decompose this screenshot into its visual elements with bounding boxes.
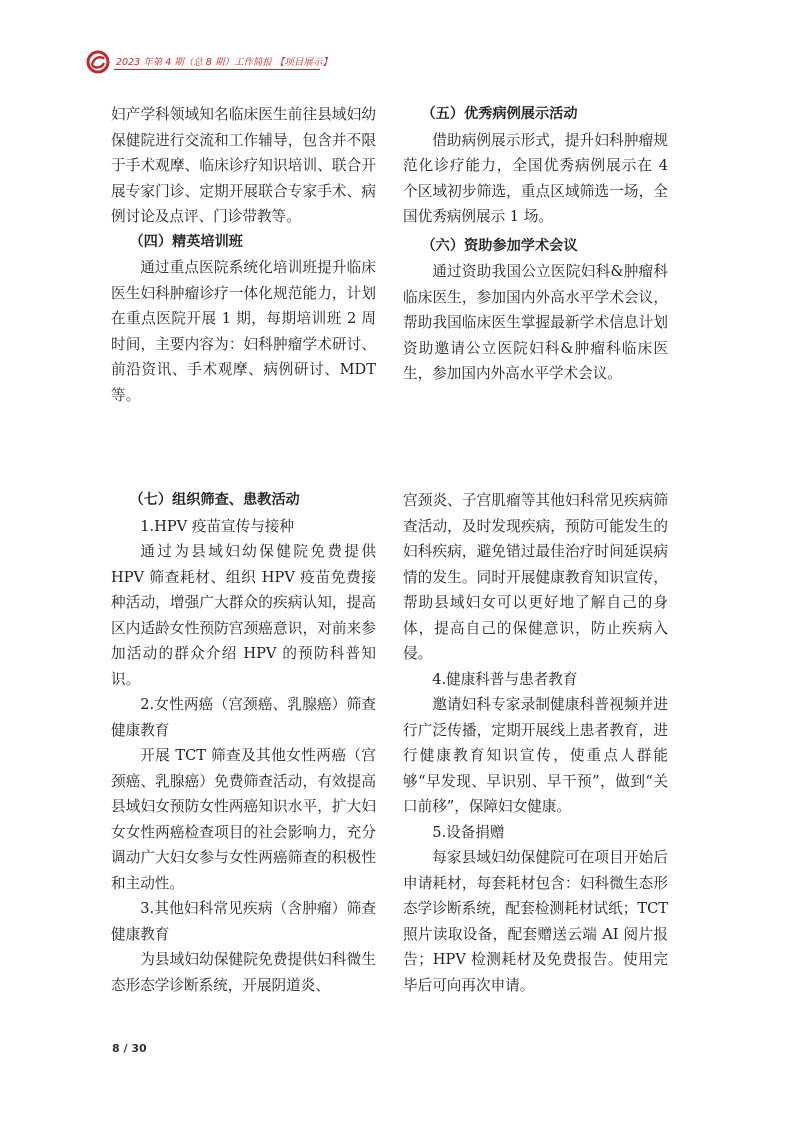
- page-number: 8 / 30: [112, 1042, 147, 1055]
- subheading: 1.HPV 疫苗宣传与接种: [140, 517, 294, 535]
- paragraph: 邀请妇科专家录制健康科普视频并进行广泛传播，定期开展线上患者教育，进行健康教育知识宣传，使重点人群能够“早发现、早识别、早干预”，做到“关口前移”，保障妇女健康。: [403, 696, 668, 815]
- header-divider: [114, 69, 320, 70]
- subheading: 5.设备捐赠: [432, 823, 505, 841]
- organization-logo-icon: [86, 50, 110, 74]
- column-bottom-right: [403, 488, 668, 998]
- paragraph: 开展 TCT 筛查及其他女性两癌（宫颈癌、乳腺癌）免费筛查活动，有效提高县域妇女预防女性两癌知识水平，扩大妇女女性两癌检查项目的社会影响力，充分调动广大妇女参与女性两癌筛查的积极性和主动性。: [111, 747, 376, 892]
- column-top-right: [403, 102, 668, 387]
- section-heading: （六）资助参加学术会议: [421, 237, 578, 254]
- subheading: 4.健康科普与患者教育: [432, 670, 578, 688]
- subheading: 2.女性两癌（宫颈癌、乳腺癌）筛查健康教育: [111, 696, 376, 739]
- section-heading: （五）优秀病例展示活动: [421, 106, 578, 122]
- column-bottom-left: [111, 488, 376, 998]
- header-title: 2023 年第 4 期（总 8 期）工作简报 【项目展示】: [116, 57, 332, 68]
- column-top-left: [111, 102, 376, 408]
- paragraph: 宫颈炎、子宫肌瘤等其他妇科常见疾病筛查活动，及时发现疾病，预防可能发生的妇科疾病，避免错过最佳治疗时间延误病情的发生。同时开展健康教育知识宣传，帮助县域妇女可以更好地了解自己的身体，提高自己的保健意识，防止疾病入侵。: [403, 492, 668, 662]
- section-heading: （四）精英培训班: [129, 233, 243, 250]
- paragraph: 通过资助我国公立医院妇科&肿瘤科临床医生，参加国内外高水平学术会议，帮助我国临床医生掌握最新学术信息计划资助邀请公立医院妇科&肿瘤科临床医生，参加国内外高水平学术会议。: [403, 263, 668, 382]
- page-header: [86, 50, 332, 74]
- paragraph: 通过重点医院系统化培训班提升临床医生妇科肿瘤诊疗一体化规范能力，计划在重点医院开展 1 期，每期培训班 2 周时间，主要内容为：妇科肿瘤学术研讨、前沿资讯、手术观摩、病例研讨、MDT 等。: [111, 259, 376, 404]
- section-heading: （七）组织筛查、患教活动: [129, 492, 300, 508]
- paragraph: 妇产学科领域知名临床医生前往县域妇幼保健院进行交流和工作辅导，包含并不限于手术观摩、临床诊疗知识培训、联合开展专家门诊、定期开展联合专家手术、病例讨论及点评、门诊带教等。: [111, 106, 376, 225]
- paragraph: 通过为县域妇幼保健院免费提供HPV 筛查耗材、组织 HPV 疫苗免费接种活动，增强广大群众的疾病认知，提高区内适龄女性预防宫颈癌意识，对前来参加活动的群众介绍 HPV 的预防科普知识。: [111, 543, 376, 688]
- paragraph: 每家县域妇幼保健院可在项目开始后申请耗材，每套耗材包含：妇科微生态形态学诊断系统，配套检测耗材试纸；TCT 照片读取设备，配套赠送云端 AI 阅片报告；HPV 检测耗材及免费报告。使用完毕后可向再次申请。: [403, 849, 668, 994]
- paragraph: 为县域妇幼保健院免费提供妇科微生态形态学诊断系统，开展阴道炎、: [111, 951, 376, 994]
- paragraph: 借助病例展示形式，提升妇科肿瘤规范化诊疗能力，全国优秀病例展示在 4 个区域初步筛选，重点区域筛选一场，全国优秀病例展示 1 场。: [403, 131, 668, 225]
- subheading: 3.其他妇科常见疾病（含肿瘤）筛查健康教育: [111, 900, 376, 943]
